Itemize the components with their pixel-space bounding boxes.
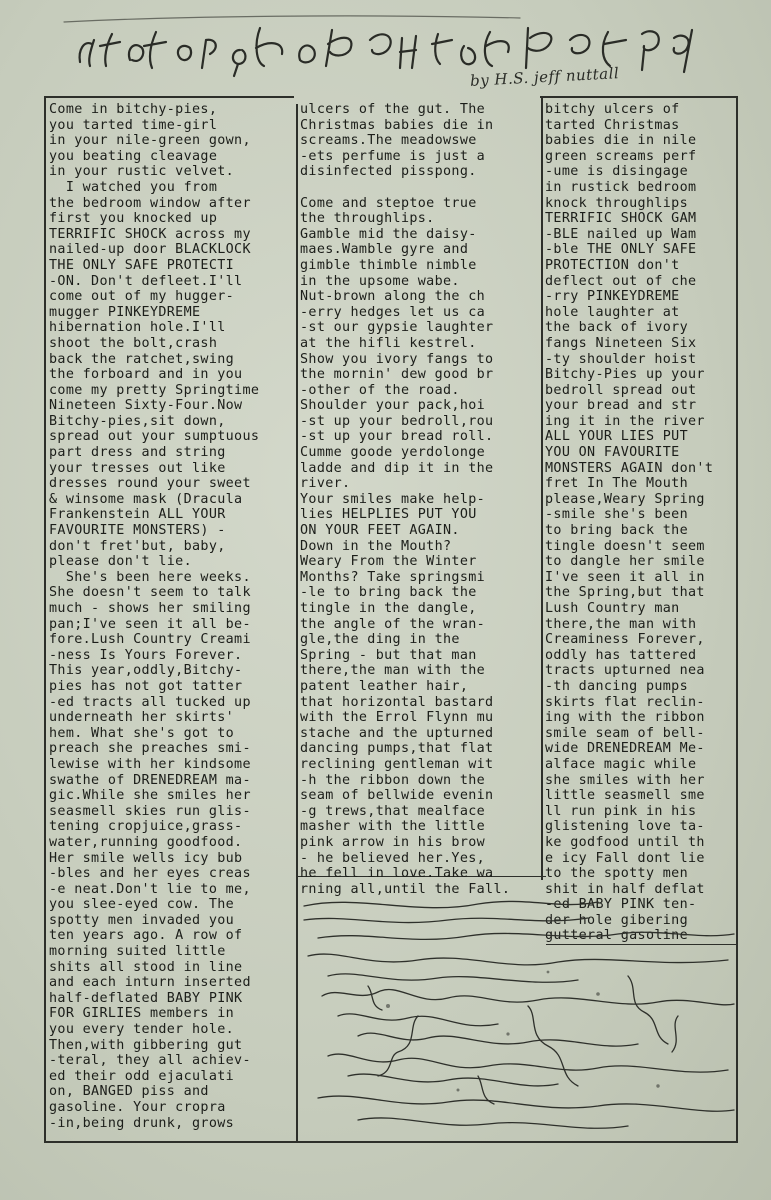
handwritten-title-strokes [60, 10, 720, 80]
text-line: skirts flat reclin- [545, 694, 705, 710]
text-line: gutteral gasoline [545, 928, 689, 944]
text-line: -BLE nailed up Wam [545, 226, 697, 242]
text-line: disinfected pisspong. [300, 164, 477, 180]
text-line: FAVOURITE MONSTERS) - [49, 523, 226, 539]
text-line: deflect out of che [545, 273, 697, 289]
text-line: the Spring,but that [545, 585, 705, 601]
text-line: babies die in nile [545, 133, 697, 149]
text-line: smile seam of bell- [545, 725, 705, 741]
text-line: -ble THE ONLY SAFE [545, 242, 697, 258]
text-line: water,running goodfood. [49, 834, 243, 850]
text-line: Your smiles make help- [300, 491, 486, 507]
text-line: gle,the ding in the [300, 632, 460, 648]
text-line: fret In The Mouth [545, 476, 689, 492]
text-line: the mornin' dew good br [300, 367, 494, 383]
text-line: ladde and dip it in the [300, 460, 494, 476]
text-line: underneath her skirts' [49, 710, 235, 726]
text-line: -bles and her eyes creas [49, 866, 251, 882]
text-line: the bedroom window after [49, 195, 251, 211]
text-line: -ets perfume is just a [300, 148, 486, 164]
text-line: screams.The meadowswe [300, 133, 477, 149]
text-line: dancing pumps,that flat [300, 741, 494, 757]
text-line: fore.Lush Country Creami [49, 632, 251, 648]
text-line: hole laughter at [545, 304, 680, 320]
text-line: shits all stood in line [49, 959, 243, 975]
text-line: half-deflated BABY PINK [49, 990, 243, 1006]
text-line: she smiles with her [545, 772, 705, 788]
text-line: -ty shoulder hoist [545, 351, 697, 367]
text-line: Nineteen Sixty-Four.Now [49, 398, 243, 414]
frame-top-rule [44, 96, 294, 98]
text-line: glistening love ta- [545, 819, 705, 835]
text-line: reclining gentleman wit [300, 756, 494, 772]
text-line: -ed tracts all tucked up [49, 694, 251, 710]
text-line: MONSTERS AGAIN don't [545, 460, 714, 476]
text-line: rning all,until the Fall. [300, 881, 511, 897]
text-line: TERRIFIC SHOCK GAM [545, 211, 697, 227]
text-line: e icy Fall dont lie [545, 850, 705, 866]
text-line: ing with the ribbon [545, 710, 705, 726]
text-line: ke godfood until th [545, 834, 705, 850]
text-line: -ume is disingage [545, 164, 689, 180]
text-line: -th dancing pumps [545, 678, 689, 694]
text-line: YOU ON FAVOURITE [545, 445, 680, 461]
text-line: river. [300, 476, 351, 492]
text-line: spread out your sumptuous [49, 429, 260, 445]
text-line: please don't lie. [49, 554, 193, 570]
text-line: there,the man with the [300, 663, 486, 679]
text-line: -other of the road. [300, 382, 460, 398]
text-line: PROTECTION don't [545, 257, 680, 273]
text-line: tingle doesn't seem [545, 538, 705, 554]
text-line: - he believed her.Yes, [300, 850, 486, 866]
text-line: in your nile-green gown, [49, 133, 251, 149]
text-line: THE ONLY SAFE PROTECTI [49, 257, 235, 273]
text-column-1 [49, 102, 295, 1142]
text-line: TERRIFIC SHOCK across my [49, 226, 251, 242]
text-line: Down in the Mouth? [300, 538, 452, 554]
text-line: much - shows her smiling [49, 601, 251, 616]
text-line: your tresses out like [49, 460, 226, 476]
byline: by H.S. jeff nuttall [469, 64, 620, 90]
text-line: -g trews,that mealface [300, 803, 486, 819]
text-line: & winsome mask (Dracula [49, 491, 243, 507]
text-line: -ness Is Yours Forever. [49, 647, 243, 663]
text-line: with the Errol Flynn mu [300, 710, 494, 726]
text-line: bitchy ulcers of [545, 102, 680, 117]
text-line: gic.While she smiles her [49, 788, 251, 804]
text-line: mugger PINKEYDREME [49, 304, 201, 320]
column-3-right-rule [736, 96, 738, 946]
text-line: Her smile wells icy bub [49, 850, 243, 866]
text-line: ed their odd ejaculati [49, 1068, 235, 1084]
text-line: the back of ivory [545, 320, 689, 336]
text-line: don't fret'but, baby, [49, 538, 226, 554]
text-line: shoot the bolt,crash [49, 335, 218, 351]
text-line: tening cropjuice,grass- [49, 819, 243, 835]
text-line: She doesn't seem to talk [49, 585, 251, 601]
text-line: wide DRENEDREAM Me- [545, 741, 705, 757]
text-line: hibernation hole.I'll [49, 320, 226, 336]
text-line: Frankenstein ALL YOUR [49, 507, 226, 523]
text-line: seam of bellwide evenin [300, 788, 494, 804]
handwritten-title [60, 10, 720, 80]
text-line: that horizontal bastard [300, 694, 494, 710]
text-line: in rustick bedroom [545, 179, 697, 195]
text-line: lewise with her kindsome [49, 756, 251, 772]
text-line: seasmell skies run glis- [49, 803, 251, 819]
text-line: Bitchy-pies,sit down, [49, 413, 226, 429]
text-line: -smile she's been [545, 507, 689, 523]
text-line: gasoline. Your cropra [49, 1100, 226, 1115]
text-line: the forboard and in you [49, 367, 243, 383]
text-line: Spring - but that man [300, 647, 477, 663]
text-line: Months? Take springsmi [300, 569, 486, 585]
text-line: to the spotty men [545, 866, 689, 882]
text-line: She's been here weeks. [49, 569, 251, 585]
text-line: dresses round your sweet [49, 476, 251, 492]
text-line: preach she preaches smi- [49, 741, 251, 757]
text-line: and each inturn inserted [49, 975, 251, 991]
frame-top-rule-right [540, 96, 736, 98]
text-line: -in,being drunk, grows [49, 1115, 235, 1131]
text-line: you beating cleavage [49, 148, 218, 164]
text-line: lies HELPLIES PUT YOU [300, 507, 477, 523]
text-column-2 [300, 102, 544, 897]
wave-drawing [298, 876, 738, 1141]
text-line: come out of my hugger- [49, 289, 235, 305]
text-line: Lush Country man [545, 601, 680, 616]
text-line: ulcers of the gut. The [300, 102, 486, 117]
text-line: nailed-up door BLACKLOCK [49, 242, 251, 258]
text-line: little seasmell sme [545, 788, 705, 804]
text-line: Come in bitchy-pies, [49, 102, 218, 117]
text-line: -st up your bread roll. [300, 429, 494, 445]
text-line: -h the ribbon down the [300, 772, 486, 788]
text-line: Bitchy-Pies up your [545, 367, 705, 383]
text-line: morning suited little [49, 944, 226, 960]
text-line: pink arrow in his brow [300, 834, 486, 850]
text-line: fangs Nineteen Six [545, 335, 697, 351]
text-line: you tarted time-girl [49, 117, 218, 133]
text-line: please,Weary Spring [545, 491, 705, 507]
text-line: first you knocked up [49, 211, 218, 227]
text-line: Come and steptoe true [300, 195, 477, 211]
text-line: -rry PINKEYDREME [545, 289, 680, 305]
text-line: -st our gypsie laughter [300, 320, 494, 336]
text-line: Weary From the Winter [300, 554, 477, 570]
text-line: tarted Christmas [545, 117, 680, 133]
text-line: the angle of the wran- [300, 616, 486, 632]
text-line: alface magic while [545, 756, 697, 772]
text-line: masher with the little [300, 819, 486, 835]
text-line: I've seen it all in [545, 569, 705, 585]
text-line: at the hifli kestrel. [300, 335, 477, 351]
text-line: Shoulder your pack,hoi [300, 398, 486, 414]
text-line: swathe of DRENEDREAM ma- [49, 772, 251, 788]
text-line [300, 180, 544, 196]
text-line: stache and the upturned [300, 725, 494, 741]
text-line: ll run pink in his [545, 803, 697, 819]
text-line: Gamble mid the daisy- [300, 226, 477, 242]
text-line: -ed BABY PINK ten- [545, 897, 697, 913]
text-line: tingle in the dangle, [300, 601, 477, 616]
text-line: there,the man with [545, 616, 697, 632]
text-line: bedroll spread out [545, 382, 697, 398]
text-line: on, BANGED piss and [49, 1084, 209, 1100]
text-line: tracts upturned nea [545, 663, 705, 679]
text-line: maes.Wamble gyre and [300, 242, 469, 258]
text-line: spotty men invaded you [49, 912, 235, 928]
text-line: Christmas babies die in [300, 117, 494, 133]
text-line: I watched you from [49, 179, 218, 195]
text-line: knock throughlips [545, 195, 689, 211]
text-line: ing it in the river [545, 413, 705, 429]
text-line: to bring back the [545, 523, 689, 539]
text-line: Cumme goode yerdolonge [300, 445, 486, 461]
text-line: hem. What she's got to [49, 725, 235, 741]
text-line: Creaminess Forever, [545, 632, 705, 648]
text-line: -e neat.Don't lie to me, [49, 881, 251, 897]
text-line: come my pretty Springtime [49, 382, 260, 398]
text-line: oddly has tattered [545, 647, 697, 663]
text-column-3 [545, 102, 735, 942]
text-line: der hole gibering [545, 912, 689, 928]
text-line: in your rustic velvet. [49, 164, 235, 180]
frame-left-rule [44, 96, 46, 1142]
text-line: ten years ago. A row of [49, 928, 243, 944]
text-line: the throughlips. [300, 211, 435, 227]
text-line: you slee-eyed cow. The [49, 897, 235, 913]
text-line: pies has not got tatter [49, 678, 243, 694]
text-line: you every tender hole. [49, 1022, 235, 1038]
text-line: in the upsome wabe. [300, 273, 460, 289]
text-line: -ON. Don't defleet.I'll [49, 273, 243, 289]
text-line: shit in half deflat [545, 881, 705, 897]
text-line: -erry hedges let us ca [300, 304, 486, 320]
text-line: back the ratchet,swing [49, 351, 235, 367]
text-line: part dress and string [49, 445, 226, 461]
text-line: This year,oddly,Bitchy- [49, 663, 243, 679]
text-line: -le to bring back the [300, 585, 477, 601]
text-line: he fell in love.Take wa [300, 866, 494, 882]
text-line: Show you ivory fangs to [300, 351, 494, 367]
text-line: patent leather hair, [300, 678, 469, 694]
text-line: green screams perf [545, 148, 697, 164]
text-line: Nut-brown along the ch [300, 289, 486, 305]
text-line: -st up your bedroll,rou [300, 413, 494, 429]
text-line: ALL YOUR LIES PUT [545, 429, 689, 445]
text-line: FOR GIRLIES members in [49, 1006, 235, 1022]
abstract-wave-illustration [298, 876, 738, 1141]
text-line: Then,with gibbering gut [49, 1037, 243, 1053]
text-line: -teral, they all achiev- [49, 1053, 251, 1069]
text-line: gimble thimble nimble [300, 257, 477, 273]
text-line: your bread and str [545, 398, 697, 414]
text-line: pan;I've seen it all be- [49, 616, 251, 632]
text-line: to dangle her smile [545, 554, 705, 570]
text-line: ON YOUR FEET AGAIN. [300, 523, 460, 539]
